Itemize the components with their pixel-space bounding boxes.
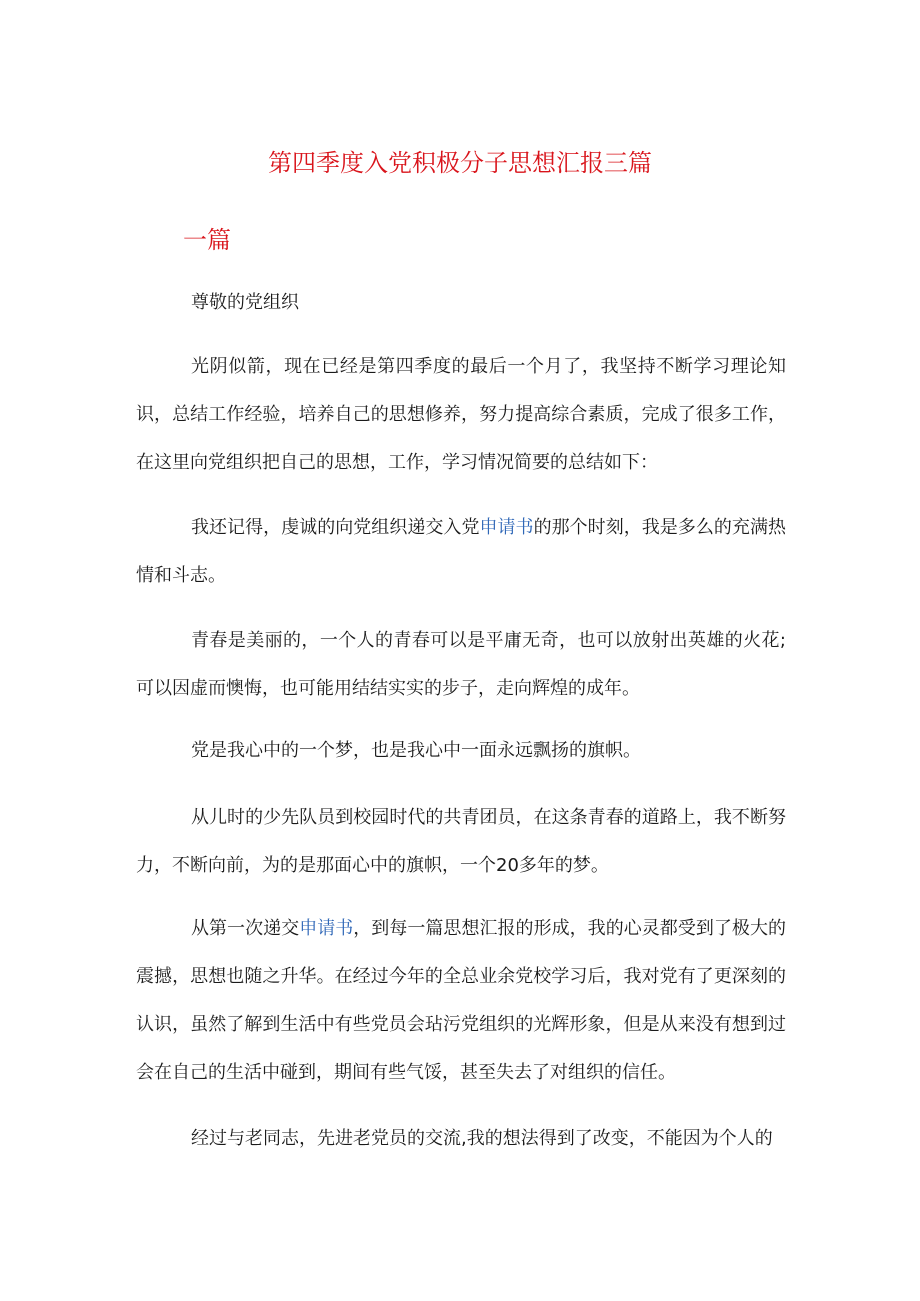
salutation: 尊敬的党组织	[191, 292, 299, 313]
paragraph-3-text: 青春是美丽的，一个人的青春可以是平庸无奇，也可以放射出英雄的火花;可以因虚而懊悔，也可能用结结实实的步子，走向辉煌的成年。	[136, 630, 786, 699]
paragraph-5-text: 从儿时的少先队员到校园时代的共青团员，在这条青春的道路上，我不断努力，不断向前，为的是那面心中的旗帜，一个20多年的梦。	[136, 807, 786, 876]
paragraph-4-text: 党是我心中的一个梦，也是我心中一面永远飘扬的旗帜。	[191, 740, 641, 761]
paragraph-7-text: 经过与老同志，先进老党员的交流,我的想法得到了改变，不能因为个人的	[191, 1128, 773, 1149]
paragraph-6	[136, 905, 786, 1097]
paragraph-2-text-before: 我还记得，虔诚的向党组织递交入党	[191, 517, 480, 538]
paragraph-2	[136, 504, 786, 600]
paragraph-2-text-after: 的那个时刻，我是多么的充满热情和斗志。	[136, 517, 786, 586]
application-letter-link[interactable]: 申请书	[479, 517, 534, 538]
application-letter-link-2[interactable]: 申请书	[299, 918, 354, 939]
section-heading: 一篇	[183, 226, 231, 254]
paragraph-6-text-after: ，到每一篇思想汇报的形成，我的心灵都受到了极大的震撼，思想也随之升华。在经过今年的全总业余党校学习后，我对党有了更深刻的认识，虽然了解到生活中有些党员会玷污党组织的光辉形象，但是从来没有想到过会在自己的生活中碰到，期间有些气馁，甚至失去了对组织的信任。	[136, 918, 786, 1083]
paragraph-1	[136, 343, 786, 487]
paragraph-6-text-before: 从第一次递交	[191, 918, 300, 939]
document-title: 第四季度入党积极分子思想汇报三篇	[268, 149, 652, 177]
paragraph-4	[136, 727, 786, 775]
paragraph-3	[136, 617, 786, 713]
paragraph-5	[136, 794, 786, 890]
paragraph-1-text: 光阴似箭，现在已经是第四季度的最后一个月了，我坚持不断学习理论知识，总结工作经验，培养自己的思想修养，努力提高综合素质，完成了很多工作，在这里向党组织把自己的思想，工作，学习情况简要的总结如下：	[136, 356, 786, 473]
paragraph-7	[136, 1115, 786, 1163]
